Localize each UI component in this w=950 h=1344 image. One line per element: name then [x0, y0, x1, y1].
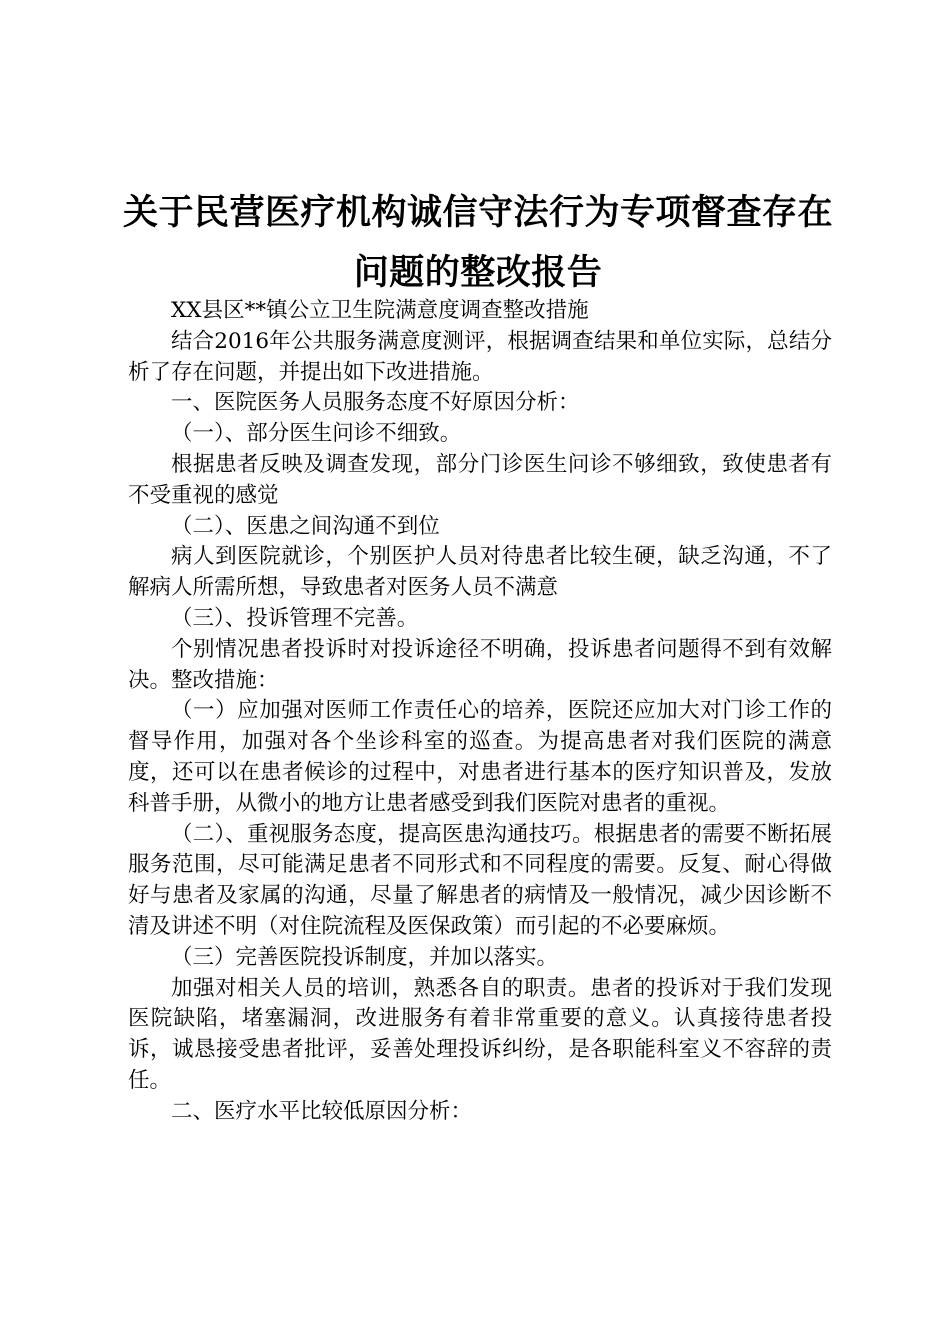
paragraph: 结合2016年公共服务满意度测评，根据调查结果和单位实际，总结分析了存在问题，并提出如下改进措施。 [128, 328, 832, 385]
paragraph: 根据患者反映及调查发现，部分门诊医生问诊不够细致，致使患者有不受重视的感觉 [128, 451, 832, 508]
section-heading: 二、医疗水平比较低原因分析： [171, 1098, 473, 1124]
subsection-heading: （二）、医患之间沟通不到位 [171, 513, 440, 539]
paragraph: （二）、重视服务态度，提高医患沟通技巧。根据患者的需要不断拓展服务范围，尽可能满足患者不同形式和不同程度的需要。反复、耐心得做好与患者及家属的沟通，尽量了解患者的病情及一般情况，减少因诊断不清及讲述不明（对住院流程及医保政策）而引起的不必要麻烦。 [128, 821, 832, 939]
paragraph: XX县区**镇公立卫生院满意度调查整改措施 [171, 298, 589, 323]
document-body [128, 296, 832, 1128]
subsection-heading: （三）完善医院投诉制度，并加以落实。 [171, 944, 559, 970]
document-title: 关于民营医疗机构诚信守法行为专项督查存在问题的整改报告 [122, 192, 833, 293]
paragraph: 病人到医院就诊，个别医护人员对待患者比较生硬，缺乏沟通，不了解病人所需所想，导致患者对医务人员不满意 [128, 544, 832, 601]
paragraph: （一）应加强对医师工作责任心的培养，医院还应加大对门诊工作的督导作用，加强对各个坐诊科室的巡查。为提高患者对我们医院的满意度，还可以在患者候诊的过程中，对患者进行基本的医疗知识普及，发放科普手册，从微小的地方让患者感受到我们医院对患者的重视。 [128, 698, 832, 816]
paragraph: 个别情况患者投诉时对投诉途径不明确，投诉患者问题得不到有效解决。整改措施： [128, 636, 832, 693]
subsection-heading: （三）、投诉管理不完善。 [171, 605, 419, 631]
subsection-heading: （一）、部分医生问诊不细致。 [171, 421, 462, 447]
section-heading: 一、医院医务人员服务态度不好原因分析： [171, 390, 580, 416]
paragraph: 加强对相关人员的培训，熟悉各自的职责。患者的投诉对于我们发现医院缺陷，堵塞漏洞，改进服务有着非常重要的意义。认真接待患者投诉，诚恳接受患者批评，妥善处理投诉纠纷，是各职能科室义不容辞的责任。 [128, 975, 832, 1093]
